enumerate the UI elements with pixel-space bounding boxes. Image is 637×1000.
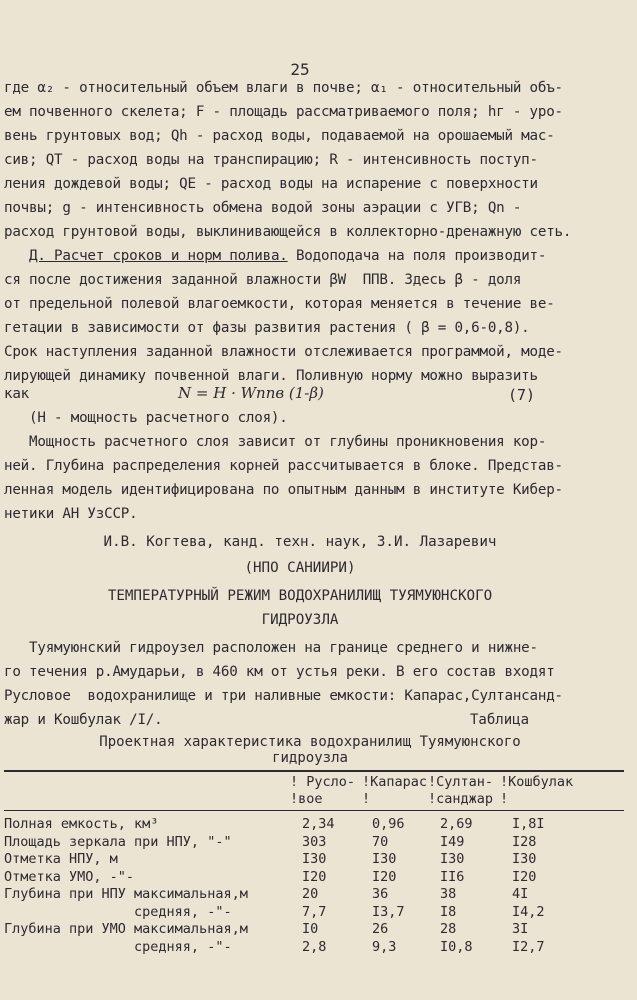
table-cell: I,8I [512, 816, 545, 832]
table-cell: I20 [512, 868, 537, 885]
text-line: ленная модель идентифицирована по опытным данным в институте Кибер- [4, 482, 563, 498]
table-cell: I30 [512, 851, 537, 867]
text-line: го течения р.Амударьи, в 460 км от устья реки. В его состав входят [4, 664, 555, 680]
table-cell: 2,69 [440, 816, 473, 832]
text-line: (Н - мощность расчетного слоя). [4, 410, 288, 426]
text-line: Мощность расчетного слоя зависит от глубины проникновения кор- [4, 434, 547, 450]
page-number: 25 [290, 60, 310, 79]
table-header-cell: !Капарас ! [362, 774, 428, 807]
table-cell: 7,7 [302, 903, 327, 920]
text-line: Туямуюнский гидроузел расположен на границе среднего и нижне- [4, 640, 538, 656]
table-cell: I28 [512, 833, 537, 850]
section-d-first-line [4, 248, 546, 264]
table-cell: 70 [372, 833, 389, 850]
table-caption: Проектная характеристика водохранилищ Туямуюнского [99, 734, 521, 750]
table-cell: 38 [440, 886, 457, 902]
article-title: ГИДРОУЗЛА [261, 612, 339, 628]
table-header-cell: !Кошбулак ! [500, 774, 574, 807]
text-line: гетации в зависимости от фазы развития растения ( β = 0,6-0,8). [4, 320, 530, 336]
table-row-label: Отметка НПУ, м [4, 851, 118, 867]
text-line: ся после достижения заданной влажности βW ППВ. Здесь β - доля [4, 272, 522, 288]
text-line: как [4, 386, 30, 402]
table-cell: I8 [440, 903, 457, 920]
table-cell: 26 [372, 921, 389, 937]
table-cell: 303 [302, 833, 327, 850]
table-cell: 2,34 [302, 816, 335, 832]
table-cell: II6 [440, 868, 465, 885]
table-cell: 4I [512, 886, 529, 902]
text-line: Водоподача на поля производит- [287, 248, 547, 264]
text-line: ней. Глубина распределения корней рассчитывается в блоке. Представ- [4, 458, 563, 474]
text-line: сив; QT - расход воды на транспирацию; R - интенсивность поступ- [4, 152, 538, 168]
table-row-label: Отметка УМО, -"- [4, 868, 135, 885]
table-row-label: Глубина при УМО максимальная,м [4, 921, 248, 937]
table-cell: 28 [440, 921, 457, 937]
article-title: ТЕМПЕРАТУРНЫЙ РЕЖИМ ВОДОХРАНИЛИЩ ТУЯМУЮНСКОГО [107, 588, 493, 604]
text-line: Срок наступления заданной влажности отслеживается программой, моде- [4, 344, 563, 360]
text-line: почвы; g - интенсивность обмена водой зоны аэрации с УГВ; Qn - [4, 200, 522, 216]
text-line: ем почвенного скелета; F - площадь рассматриваемого поля; hг - уро- [4, 104, 563, 120]
text-line: ления дождевой воды; QE - расход воды на испарение с поверхности [4, 176, 538, 192]
article-affiliation: (НПО САНИИРИ) [244, 560, 356, 576]
table-row-label: средняя, -"- [4, 903, 232, 920]
table-cell: I2,7 [512, 938, 545, 955]
table-header-cell: !Султан- !санджар [428, 774, 494, 807]
table-header-cell: ! Русло- !вое [290, 774, 356, 807]
table-row-label: Площадь зеркала при НПУ, "-" [4, 833, 232, 850]
equation-number: (7) [508, 386, 536, 404]
table-cell: I0,8 [440, 938, 473, 955]
table-cell: 3I [512, 921, 529, 937]
text-line: Русловое водохранилище и три наливные емкости: Капарас,Султансанд- [4, 688, 563, 704]
text-line: нетики АН УзССР. [4, 506, 138, 522]
section-heading: Д. Расчет сроков и норм полива. [29, 248, 288, 264]
table-cell: 9,3 [372, 938, 397, 955]
table-cell: I3,7 [372, 903, 405, 920]
table-row-label: Полная емкость, км³ [4, 816, 159, 832]
table-cell: I4,2 [512, 903, 545, 920]
formula: N = H · Wппв (1-β) [178, 384, 324, 402]
text-line: от предельной полевой влагоемкости, которая меняется в течение ве- [4, 296, 555, 312]
table-cell: I20 [302, 868, 327, 885]
table-cell: 20 [302, 886, 319, 902]
text-line: лирующей динамику почвенной влаги. Поливную норму можно выразить [4, 368, 538, 384]
table-cell: 2,8 [302, 938, 327, 955]
text-line: расход грунтовой воды, выклинивающейся в коллекторно-дренажную сеть. [4, 224, 572, 240]
table-cell: I49 [440, 833, 465, 850]
table-cell: I30 [302, 851, 327, 867]
article-authors: И.В. Когтева, канд. техн. наук, З.И. Лазаревич [103, 534, 497, 550]
table-row-label: средняя, -"- [4, 938, 232, 955]
table-cell: 0,96 [372, 816, 405, 832]
text-line: вень грунтовых вод; Qh - расход воды, подаваемой на орошаемый мас- [4, 128, 555, 144]
table-label: Таблица [470, 712, 530, 728]
table-cell: 36 [372, 886, 389, 902]
table-cell: I0 [302, 921, 319, 937]
table-cell: I30 [440, 851, 465, 867]
table-cell: I30 [372, 851, 397, 867]
text-line: жар и Кошбулак /I/. [4, 712, 163, 728]
text-line: где α₂ - относительный объем влаги в почве; α₁ - относительный объ- [4, 80, 563, 96]
table-top-rule [4, 770, 624, 772]
table-cell: I20 [372, 868, 397, 885]
table-row-label: Глубина при НПУ максимальная,м [4, 886, 248, 902]
table-header-rule [4, 810, 624, 811]
table-caption: гидроузла [272, 750, 348, 766]
